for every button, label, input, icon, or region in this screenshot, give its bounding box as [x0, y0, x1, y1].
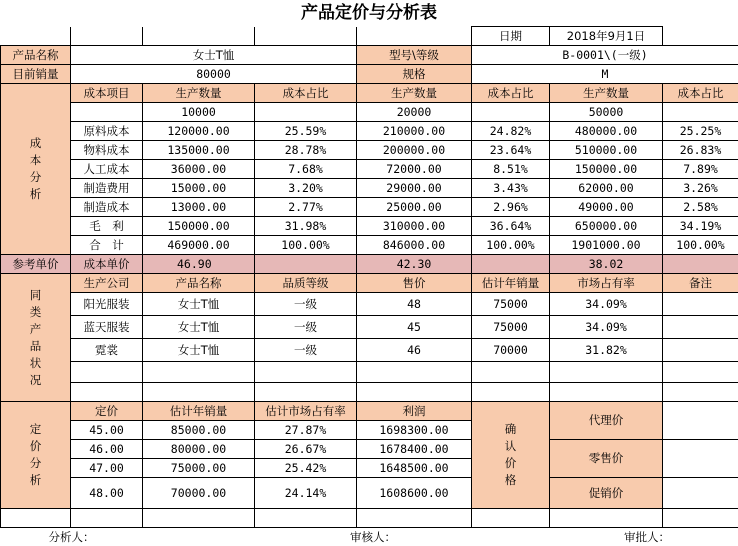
- sheet-title: 产品定价与分析表: [0, 0, 738, 26]
- pricing-row: [1, 478, 738, 509]
- cost-value[interactable]: 150000.00: [550, 160, 663, 179]
- peer-volume[interactable]: 75000: [472, 293, 550, 316]
- pricing-header: 利润: [357, 402, 472, 421]
- pricing-header-row: [1, 402, 738, 421]
- analyst-label: 分析人：: [1, 528, 143, 546]
- cost-ratio: 34.19%: [663, 217, 738, 236]
- cost-item: 制造成本: [71, 198, 143, 217]
- pricing-share: 26.67%: [255, 440, 357, 459]
- cost-value[interactable]: 210000.00: [357, 122, 472, 141]
- peer-note[interactable]: [663, 293, 738, 316]
- quantity-3[interactable]: 50000: [550, 103, 663, 122]
- cost-ratio: 3.20%: [255, 179, 357, 198]
- cost-value[interactable]: 510000.00: [550, 141, 663, 160]
- pricing-share: 25.42%: [255, 459, 357, 478]
- cost-ratio: 28.78%: [255, 141, 357, 160]
- cost-ratio: 2.58%: [663, 198, 738, 217]
- peers-header: 市场占有率: [550, 274, 663, 293]
- cost-ratio: 100.00%: [472, 236, 550, 255]
- peer-share: 31.82%: [550, 339, 663, 362]
- cost-item-header: 成本项目: [71, 84, 143, 103]
- ratio-header-3: 成本占比: [663, 84, 738, 103]
- cost-value[interactable]: 49000.00: [550, 198, 663, 217]
- pricing-share: 27.87%: [255, 421, 357, 440]
- pricing-volume[interactable]: 70000.00: [143, 478, 255, 509]
- reference-price-label: 参考单价: [1, 255, 71, 274]
- pricing-price[interactable]: 45.00: [71, 421, 143, 440]
- cost-ratio: 100.00%: [663, 236, 738, 255]
- peer-share: 34.09%: [550, 316, 663, 339]
- product-name-row: [1, 46, 738, 65]
- pricing-profit: 1608600.00: [357, 478, 472, 509]
- peer-product[interactable]: 女士T恤: [143, 339, 255, 362]
- cost-value[interactable]: 310000.00: [357, 217, 472, 236]
- cost-value[interactable]: 120000.00: [143, 122, 255, 141]
- cost-value[interactable]: 62000.00: [550, 179, 663, 198]
- unit-cost-1: 46.90: [143, 255, 255, 274]
- unit-cost-label: 成本单价: [71, 255, 143, 274]
- peers-header: 品质等级: [255, 274, 357, 293]
- pricing-price[interactable]: 48.00: [71, 478, 143, 509]
- promo-price-value[interactable]: [663, 478, 738, 509]
- peer-empty-row: [1, 383, 738, 402]
- cost-value[interactable]: 29000.00: [357, 179, 472, 198]
- qty-header-1: 生产数量: [143, 84, 255, 103]
- peers-header: 产品名称: [143, 274, 255, 293]
- agent-price-label: 代理价: [550, 402, 663, 440]
- quantity-2[interactable]: 20000: [357, 103, 472, 122]
- peer-company[interactable]: 蓝天服装: [71, 316, 143, 339]
- cost-row: [1, 179, 738, 198]
- peer-grade[interactable]: 一级: [255, 339, 357, 362]
- cost-value[interactable]: 200000.00: [357, 141, 472, 160]
- retail-price-label: 零售价: [550, 440, 663, 478]
- cost-value[interactable]: 480000.00: [550, 122, 663, 141]
- current-sales-row: [1, 65, 738, 84]
- peers-header: 售价: [357, 274, 472, 293]
- peers-header-row: [1, 274, 738, 293]
- cost-ratio: 3.26%: [663, 179, 738, 198]
- peer-share: 34.09%: [550, 293, 663, 316]
- cost-value[interactable]: 13000.00: [143, 198, 255, 217]
- peer-price[interactable]: 45: [357, 316, 472, 339]
- pricing-price[interactable]: 46.00: [71, 440, 143, 459]
- cost-value[interactable]: 469000.00: [143, 236, 255, 255]
- quantity-1[interactable]: 10000: [143, 103, 255, 122]
- pricing-header: 定价: [71, 402, 143, 421]
- peer-company[interactable]: 阳光服装: [71, 293, 143, 316]
- cost-item: 制造费用: [71, 179, 143, 198]
- pricing-header: 估计年销量: [143, 402, 255, 421]
- cost-ratio: 31.98%: [255, 217, 357, 236]
- cost-ratio: 2.96%: [472, 198, 550, 217]
- cost-row: [1, 122, 738, 141]
- cost-ratio: 7.89%: [663, 160, 738, 179]
- date-row: [1, 27, 738, 46]
- cost-ratio: 25.59%: [255, 122, 357, 141]
- pricing-share: 24.14%: [255, 478, 357, 509]
- peer-row: [1, 293, 738, 316]
- peer-product[interactable]: 女士T恤: [143, 293, 255, 316]
- cost-ratio: 24.82%: [472, 122, 550, 141]
- retail-price-value[interactable]: [663, 440, 738, 478]
- quantity-row: [1, 103, 738, 122]
- unit-cost-3: 38.02: [550, 255, 663, 274]
- peer-company[interactable]: 霓裳: [71, 339, 143, 362]
- cost-value[interactable]: 15000.00: [143, 179, 255, 198]
- peer-volume[interactable]: 70000: [472, 339, 550, 362]
- ratio-header-1: 成本占比: [255, 84, 357, 103]
- qty-header-2: 生产数量: [357, 84, 472, 103]
- pricing-section-label: 定价分析: [1, 402, 71, 509]
- pricing-profit: 1648500.00: [357, 459, 472, 478]
- spec-value[interactable]: M: [472, 65, 738, 84]
- model-value[interactable]: B-0001\(一级): [472, 46, 738, 65]
- cost-item: 原料成本: [71, 122, 143, 141]
- cost-ratio: 100.00%: [255, 236, 357, 255]
- date-value[interactable]: 2018年9月1日: [550, 27, 663, 46]
- peer-row: [1, 316, 738, 339]
- cost-value[interactable]: 25000.00: [357, 198, 472, 217]
- cost-value[interactable]: 72000.00: [357, 160, 472, 179]
- current-sales-label: 目前销量: [1, 65, 71, 84]
- cost-ratio: 2.77%: [255, 198, 357, 217]
- peer-note[interactable]: [663, 316, 738, 339]
- peer-price[interactable]: 48: [357, 293, 472, 316]
- peer-empty-row: [1, 362, 738, 383]
- reviewer-label: 审核人：: [255, 528, 472, 546]
- peer-grade[interactable]: 一级: [255, 293, 357, 316]
- peer-volume[interactable]: 75000: [472, 316, 550, 339]
- model-label: 型号\等级: [357, 46, 472, 65]
- spec-label: 规格: [357, 65, 472, 84]
- pricing-header: 估计市场占有率: [255, 402, 357, 421]
- peers-section-label: 同类产品状况: [1, 274, 71, 402]
- peer-grade[interactable]: 一级: [255, 316, 357, 339]
- cost-ratio: 26.83%: [663, 141, 738, 160]
- peer-product[interactable]: 女士T恤: [143, 316, 255, 339]
- reference-price-row: [1, 255, 738, 274]
- peers-header: 估计年销量: [472, 274, 550, 293]
- cost-ratio: 23.64%: [472, 141, 550, 160]
- cost-item: 人工成本: [71, 160, 143, 179]
- peers-header: 生产公司: [71, 274, 143, 293]
- cost-row: [1, 160, 738, 179]
- total-row: [1, 236, 738, 255]
- date-label: 日期: [472, 27, 550, 46]
- cost-item: 物料成本: [71, 141, 143, 160]
- cost-value[interactable]: 846000.00: [357, 236, 472, 255]
- pricing-profit: 1678400.00: [357, 440, 472, 459]
- pricing-row: [1, 440, 738, 459]
- cost-value[interactable]: 650000.00: [550, 217, 663, 236]
- peer-price[interactable]: 46: [357, 339, 472, 362]
- cost-item: 合 计: [71, 236, 143, 255]
- agent-price-value[interactable]: [663, 402, 738, 440]
- pricing-volume[interactable]: 85000.00: [143, 421, 255, 440]
- cost-ratio: 25.25%: [663, 122, 738, 141]
- pricing-price[interactable]: 47.00: [71, 459, 143, 478]
- gross-profit-row: [1, 217, 738, 236]
- pricing-profit: 1698300.00: [357, 421, 472, 440]
- cost-item: 毛 利: [71, 217, 143, 236]
- cost-value[interactable]: 150000.00: [143, 217, 255, 236]
- ratio-header-2: 成本占比: [472, 84, 550, 103]
- peer-note[interactable]: [663, 339, 738, 362]
- pricing-volume[interactable]: 75000.00: [143, 459, 255, 478]
- peer-row: [1, 339, 738, 362]
- confirm-price-label: 确认价格: [472, 402, 550, 509]
- peers-header: 备注: [663, 274, 738, 293]
- cost-ratio: 36.64%: [472, 217, 550, 236]
- cost-row: [1, 141, 738, 160]
- approver-label: 审批人：: [550, 528, 738, 546]
- cost-header-row: [1, 84, 738, 103]
- pricing-empty-row: [1, 509, 738, 528]
- pricing-volume[interactable]: 80000.00: [143, 440, 255, 459]
- product-name-label: 产品名称: [1, 46, 71, 65]
- cost-ratio: 7.68%: [255, 160, 357, 179]
- cost-ratio: 3.43%: [472, 179, 550, 198]
- current-sales-value[interactable]: 80000: [71, 65, 357, 84]
- cost-value[interactable]: 36000.00: [143, 160, 255, 179]
- cost-row: [1, 198, 738, 217]
- qty-header-3: 生产数量: [550, 84, 663, 103]
- promo-price-label: 促销价: [550, 478, 663, 509]
- product-name-value[interactable]: 女士T恤: [71, 46, 357, 65]
- unit-cost-2: 42.30: [357, 255, 472, 274]
- cost-value[interactable]: 1901000.00: [550, 236, 663, 255]
- pricing-table: [0, 26, 738, 546]
- cost-ratio: 8.51%: [472, 160, 550, 179]
- signature-row: [1, 528, 738, 546]
- cost-value[interactable]: 135000.00: [143, 141, 255, 160]
- cost-section-label: 成本分析: [1, 84, 71, 255]
